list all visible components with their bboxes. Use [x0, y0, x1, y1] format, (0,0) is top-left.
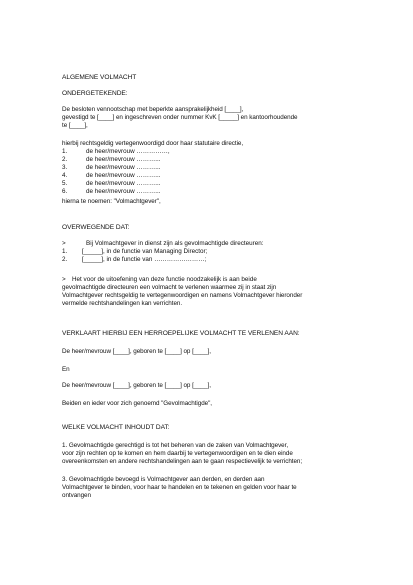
director-num: 2. — [62, 156, 68, 163]
director-item: de heer/mevrouw ………... — [86, 156, 161, 163]
clause-1-line: overeenkomsten en andere rechtshandelingen aan te gaan respectievelijk te verrichten; — [62, 458, 303, 465]
clause-3-line: 3. Gevolmachtigde bevoegd is Volmachtgever aan derden, en derden aan — [62, 476, 265, 483]
consideration-item-num: 1. — [62, 248, 68, 255]
consideration-2-line: gevolmachtigde directeuren een volmacht te verlenen waarmee zij in staat zijn — [62, 284, 277, 291]
representation-intro: hierbij rechtsgeldig vertegenwoordigd door haar statutaire directie, — [62, 140, 244, 147]
consideration-2-line: Volmachtgever rechtsgeldig te vertegenwoordigen en namens Volmachtgever hieronder — [62, 292, 303, 299]
consideration-bullet: > — [62, 276, 66, 283]
director-item: de heer/mevrouw ………... — [86, 180, 161, 187]
intro-line-2: gevestigd te [____] en ingeschreven onder nummer KvK [_____] en kantoorhoudende — [62, 114, 298, 121]
director-item: de heer/mevrouw ……………, — [86, 148, 170, 155]
consideration-bullet: > — [62, 240, 66, 247]
consideration-item: [_____], in de functie van ……………………; — [82, 256, 207, 263]
heading-welke: WELKE VOLMACHT INHOUDT DAT: — [62, 424, 170, 431]
intro-line-3: te [____], — [62, 122, 88, 129]
consideration-2-line: vermelde rechtshandelingen kan verrichten. — [62, 300, 183, 307]
hereafter-line: hierna te noemen: "Volmachtgever", — [62, 198, 161, 205]
director-num: 3. — [62, 164, 68, 171]
beiden-line: Beiden en ieder voor zich genoemd "Gevolmachtigde", — [62, 400, 212, 407]
person-2-line: De heer/mevrouw [____], geboren te [____] op [____], — [62, 382, 211, 389]
clause-3-line: ontvangen — [62, 492, 91, 499]
intro-line-1: De besloten vennootschap met beperkte aansprakelijkheid [____], — [62, 106, 244, 113]
clause-3-line: Volmachtgever te binden, voor haar te handelen en te tekenen en gelden voor haar te — [62, 484, 297, 491]
consideration-item: [_____], in de functie van Managing Director; — [82, 248, 208, 255]
director-item: de heer/mevrouw ………... — [86, 172, 161, 179]
heading-overwegende: OVERWEGENDE DAT: — [62, 224, 130, 231]
consideration-2-line: Het voor de uitoefening van deze functie noodzakelijk is aan beide — [72, 276, 257, 283]
director-num: 5. — [62, 180, 68, 187]
document-title: ALGEMENE VOLMACHT — [62, 74, 137, 81]
director-item: de heer/mevrouw ………... — [86, 188, 161, 195]
heading-verklaart: VERKLAART HIERBIJ EEN HERROEPELIJKE VOLMACHT TE VERLENEN AAN: — [62, 330, 300, 337]
clause-1-line: 1. Gevolmachtigde gerechtigd is tot het beheren van de zaken van Volmachtgever, — [62, 442, 289, 449]
director-item: de heer/mevrouw ………... — [86, 164, 161, 171]
director-num: 4. — [62, 172, 68, 179]
person-1-line: De heer/mevrouw [____], geboren te [____] op [____], — [62, 348, 211, 355]
conjunction-en: En — [62, 366, 70, 373]
consideration-1-text: Bij Volmachtgever in dienst zijn als gevolmachtigde directeuren: — [86, 240, 264, 247]
director-num: 1. — [62, 148, 68, 155]
clause-1-line: voor zijn rechten op te komen en hem daarbij te vertegenwoordigen en te dien einde — [62, 450, 293, 457]
heading-ondergetekende: ONDERGETEKENDE: — [62, 90, 128, 97]
consideration-item-num: 2. — [62, 256, 68, 263]
director-num: 6. — [62, 188, 68, 195]
